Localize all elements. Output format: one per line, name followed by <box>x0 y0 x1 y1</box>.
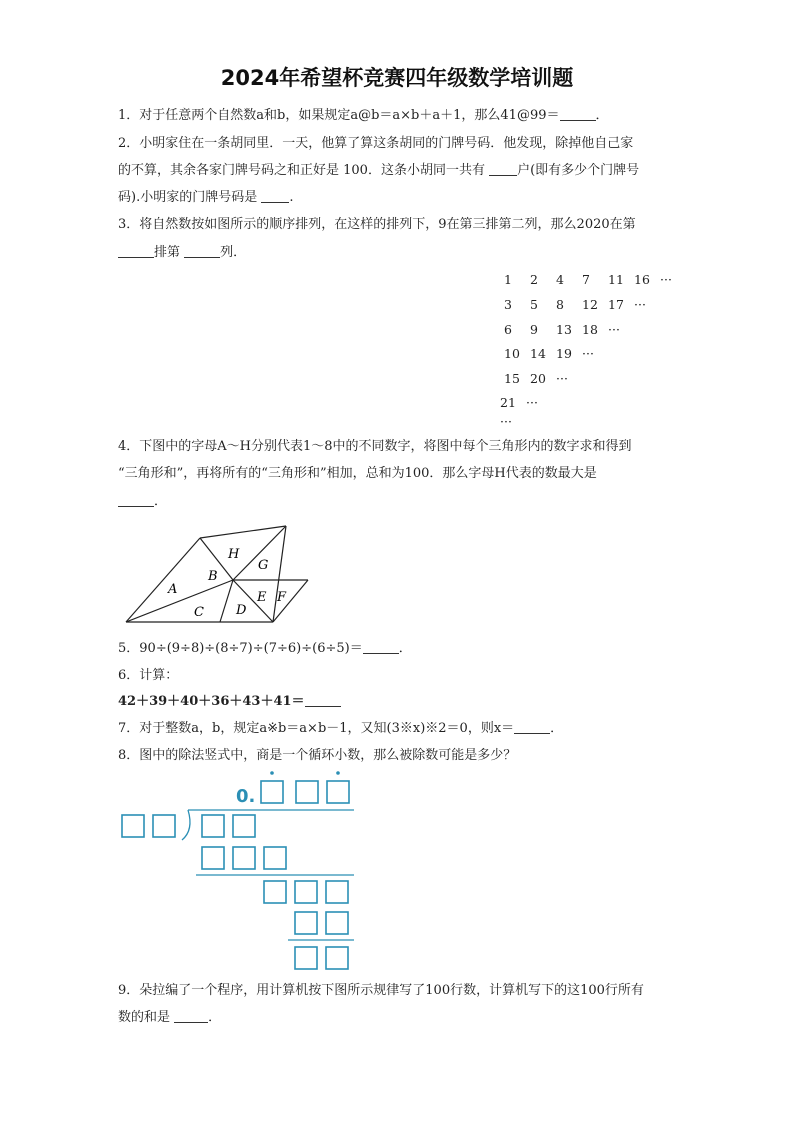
question-4-line-3 <box>118 493 167 511</box>
label-F: F <box>277 590 287 605</box>
question-5-text: 5．90÷(9÷8)÷(8÷7)÷(7÷6)÷(6÷5)＝ <box>118 641 363 656</box>
label-D: D <box>236 603 247 618</box>
grid-cell: 9 <box>530 322 538 337</box>
answer-blank <box>560 107 596 121</box>
grid-cell: ··· <box>608 322 620 337</box>
question-1-text: 1．对于任意两个自然数a和b，如果规定a@b＝a×b＋a＋1，那么41@99＝ <box>118 108 560 123</box>
grid-cell: 15 <box>504 371 520 386</box>
grid-row-1 <box>504 272 686 287</box>
question-7 <box>118 720 563 738</box>
grid-row-2 <box>504 297 660 312</box>
question-9-line-2 <box>118 1009 221 1027</box>
answer-blank <box>363 640 399 654</box>
grid-cell: ··· <box>526 395 538 410</box>
label-A: A <box>168 582 178 597</box>
question-1 <box>118 107 609 125</box>
question-4-line-1: 4．下图中的字母A～H分别代表1～8中的不同数字，将图中每个三角形内的数字求和得到 <box>118 439 632 454</box>
step-box <box>233 847 255 869</box>
division-lines <box>182 810 354 940</box>
answer-blank <box>184 244 220 258</box>
grid-cell: 7 <box>582 272 590 287</box>
question-3-line-2 <box>118 244 246 262</box>
step-box <box>326 881 348 903</box>
question-2-end: . <box>289 190 294 205</box>
question-8: 8．图中的除法竖式中，商是一个循环小数，那么被除数可能是多少？ <box>118 748 517 763</box>
step-box <box>202 847 224 869</box>
question-2-text-c: 码).小明家的门牌号码是 <box>118 190 262 205</box>
grid-cell: 21 <box>500 395 516 410</box>
grid-cell: ··· <box>582 346 594 361</box>
repeat-dot <box>336 771 340 775</box>
answer-blank <box>489 162 517 176</box>
grid-cell: 5 <box>530 297 538 312</box>
grid-cell: 8 <box>556 297 564 312</box>
step-box <box>264 847 286 869</box>
answer-blank <box>305 693 341 707</box>
question-2-text-b: 户(即有多少个门牌号 <box>517 163 640 178</box>
triangle-figure <box>118 518 318 630</box>
question-3-text: 排第 <box>154 245 185 260</box>
question-4-end: ． <box>154 494 168 509</box>
question-2-line-2 <box>118 162 639 180</box>
grid-cell: 3 <box>504 297 512 312</box>
question-7-end: ． <box>550 721 564 736</box>
answer-blank <box>118 244 154 258</box>
question-9-text: 数的和是 <box>118 1010 175 1025</box>
label-E: E <box>257 590 267 605</box>
page-title: 2024年希望杯竞赛四年级数学培训题 <box>220 66 574 90</box>
grid-row-5 <box>504 371 582 386</box>
grid-cell: 20 <box>530 371 546 386</box>
question-2-line-1: 2．小明家住在一条胡同里．一天，他算了算这条胡同的门牌号码．他发现，除掉他自己家 <box>118 136 634 151</box>
quotient-box <box>327 781 349 803</box>
grid-row-6 <box>500 395 552 410</box>
step-box <box>295 881 317 903</box>
answer-blank <box>174 1009 208 1023</box>
grid-cell: 10 <box>504 346 520 361</box>
grid-cell: 11 <box>608 272 624 287</box>
divisor-box <box>122 815 144 837</box>
quotient-box <box>261 781 283 803</box>
label-B: B <box>208 569 218 584</box>
grid-cell: ··· <box>556 371 568 386</box>
grid-row-3 <box>504 322 634 337</box>
question-5 <box>118 640 412 658</box>
grid-cell: 19 <box>556 346 572 361</box>
question-9-end: ． <box>208 1010 222 1025</box>
question-2-line-3 <box>118 189 293 207</box>
grid-cell: 4 <box>556 272 564 287</box>
question-9-line-1: 9．朵拉编了一个程序，用计算机按下图所示规律写了100行数，计算机写下的这100行所有 <box>118 983 644 998</box>
grid-cell: 2 <box>530 272 538 287</box>
question-6-line-2 <box>118 693 341 711</box>
grid-cell: 18 <box>582 322 598 337</box>
question-7-text: 7．对于整数a，b，规定a※b＝a×b－1，又知(3※x)※2＝0，则x＝ <box>118 721 515 736</box>
step-box <box>295 947 317 969</box>
answer-blank <box>514 720 550 734</box>
step-box <box>264 881 286 903</box>
grid-row-7 <box>500 414 526 429</box>
question-1-end: ． <box>595 108 609 123</box>
grid-cell: 13 <box>556 322 572 337</box>
question-6-line-1: 6．计算： <box>118 668 179 683</box>
grid-cell: 12 <box>582 297 598 312</box>
grid-cell: ··· <box>500 414 512 429</box>
dividend-box <box>202 815 224 837</box>
grid-row-4 <box>504 346 608 361</box>
question-5-end: ． <box>398 641 412 656</box>
answer-blank <box>118 493 154 507</box>
grid-cell: 16 <box>634 272 650 287</box>
dividend-box <box>233 815 255 837</box>
grid-cell: ··· <box>660 272 672 287</box>
quotient-box <box>296 781 318 803</box>
grid-cell: 6 <box>504 322 512 337</box>
step-box <box>326 912 348 934</box>
label-H: H <box>228 547 240 562</box>
question-6-text: 42＋39＋40＋36＋43＋41＝ <box>118 694 305 709</box>
grid-cell: ··· <box>634 297 646 312</box>
long-division-figure <box>118 768 363 978</box>
label-C: C <box>194 605 204 620</box>
question-4-line-2: “三角形和”，再将所有的“三角形和”相加，总和为100．那么字母H代表的数最大是 <box>118 466 597 481</box>
grid-cell: 17 <box>608 297 624 312</box>
repeat-dot <box>270 771 274 775</box>
quotient-prefix: 0. <box>236 786 256 807</box>
grid-cell: 1 <box>504 272 512 287</box>
grid-cell: 14 <box>530 346 546 361</box>
question-3-line-1: 3．将自然数按如图所示的顺序排列，在这样的排列下，9在第三排第二列，那么2020在第 <box>118 217 636 232</box>
question-3-end: 列． <box>220 245 247 260</box>
step-box <box>295 912 317 934</box>
question-2-text: 的不算，其余各家门牌号码之和正好是 100．这条小胡同一共有 <box>118 163 490 178</box>
divisor-box <box>153 815 175 837</box>
label-G: G <box>258 558 269 573</box>
step-box <box>326 947 348 969</box>
answer-blank <box>261 189 289 203</box>
